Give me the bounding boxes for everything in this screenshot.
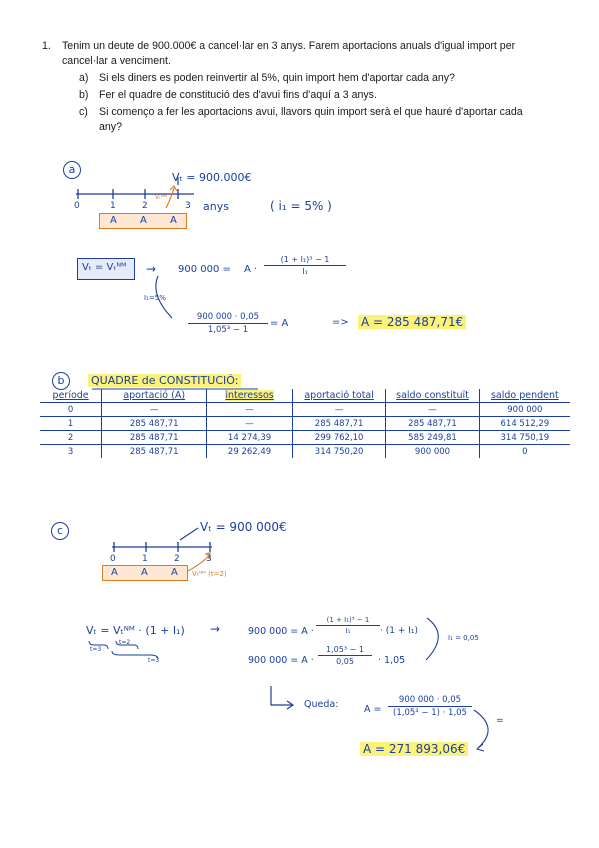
table-cell: 14 274,39 [207, 431, 293, 445]
item-c-text-line2: any? [99, 121, 122, 133]
part-a-tick-1: 1 [110, 201, 116, 211]
problem-statement-line1: Tenim un deute de 900.000€ a cancel·lar en 3 anys. Farem aportacions anuals d'igual import per [62, 40, 516, 52]
part-a-circle-label: a [63, 161, 81, 179]
part-a-fraction-2 [188, 312, 268, 335]
table-cell: 314 750,19 [479, 431, 570, 445]
table-cell: 285 487,71 [386, 417, 479, 431]
part-a-equation-A: A · [244, 264, 258, 275]
part-c-sub-t3b: t=3 [148, 657, 160, 664]
part-c-tick-1: 1 [142, 554, 148, 564]
part-a-formula-box [77, 258, 135, 280]
table-cell: 285 487,71 [102, 431, 207, 445]
table-row [40, 431, 570, 445]
item-a-text: Si els diners es poden reinvertir al 5%, quin import hem d'aportar cada any? [99, 72, 455, 84]
item-b-text: Fer el quadre de constitució des d'avui fins d'aquí a 3 anys. [99, 89, 377, 101]
part-a-equation-left: 900 000 = [178, 264, 231, 275]
part-c-payments-box [102, 565, 188, 581]
part-a-rate: ( i₁ = 5% ) [270, 199, 332, 213]
part-c-circle-label: c [51, 522, 69, 540]
table-row [40, 403, 570, 417]
table-cell: 0 [40, 403, 102, 417]
part-c-payment-1: A [111, 567, 118, 578]
part-a-years-label: anys [203, 200, 229, 213]
table-cell: — [207, 417, 293, 431]
part-c-eq1-den: I₁ [345, 627, 351, 635]
table-cell: 900 000 [479, 403, 570, 417]
part-a-tick-2: 2 [142, 201, 148, 211]
part-c-arrow: → [210, 622, 221, 636]
part-a-tick-0: 0 [74, 201, 80, 211]
part-a-equation-result: = A [270, 318, 289, 329]
part-c-final-value: Vₜ = 900 000€ [200, 520, 287, 534]
part-c-eq1-fraction [316, 616, 380, 635]
part-a-fraction-1-den: I₁ [302, 267, 308, 276]
part-c-tick-0: 0 [110, 554, 116, 564]
header-balance-built: saldo constituït [386, 389, 479, 403]
table-row [40, 417, 570, 431]
part-b-circle-label: b [52, 372, 70, 390]
part-c-eq2-num: 1,05³ − 1 [326, 645, 364, 654]
part-c-answer: A = 271 893,06€ [360, 742, 468, 756]
table-cell: 0 [479, 445, 570, 459]
part-c-eq3-tail: = [496, 716, 504, 726]
part-c-payment-3: A [171, 567, 178, 578]
part-a-final-value: Vₜ = 900.000€ [172, 171, 252, 184]
table-cell: — [386, 403, 479, 417]
part-c-tick-2: 2 [174, 554, 180, 564]
part-a-rate-note: I₁=5% [144, 294, 166, 302]
problem-number: 1. [42, 40, 51, 52]
part-a-fraction-1 [264, 255, 346, 276]
part-a-implies: => [332, 317, 349, 328]
table-cell: 299 762,10 [292, 431, 385, 445]
part-c-eq2-left: 900 000 = A · [248, 655, 314, 666]
table-header-row [40, 389, 570, 403]
part-c-eq1-tail: · (1 + I₁) [380, 626, 418, 636]
part-a-tick-3: 3 [185, 201, 191, 211]
table-cell: 585 249,81 [386, 431, 479, 445]
part-b-title: QUADRE de CONSTITUCIÓ: [88, 374, 241, 387]
header-period: període [40, 389, 102, 403]
table-row [40, 445, 570, 459]
part-a-payment-3: A [170, 215, 177, 226]
part-a-formula-text: Vₜ = Vₜᴺᴹ [82, 262, 127, 273]
table-cell: — [207, 403, 293, 417]
part-a-arrow: → [146, 262, 157, 276]
header-interest [207, 389, 293, 403]
part-c-eq1-left: 900 000 = A · [248, 626, 314, 637]
part-c-small-mark: Vₜᴺᴹ (t=2) [192, 570, 227, 578]
item-a-marker: a) [79, 72, 89, 84]
part-a-fraction-2-den: 1,05³ − 1 [207, 325, 249, 335]
item-b-marker: b) [79, 89, 89, 101]
part-c-rate-note: I₁ = 0,05 [448, 634, 479, 642]
item-c-text-line1: Si començo a fer les aportacions avui, llavors quin import serà el que hauré d'aportar cada [99, 106, 523, 118]
header-balance-pending: saldo pendent [479, 389, 570, 403]
part-c-eq1-num: (1 + I₁)³ − 1 [326, 616, 370, 624]
table-cell: 1 [40, 417, 102, 431]
part-c-sub-t2: t=2 [119, 639, 131, 646]
part-c-eq2-fraction [318, 645, 372, 666]
part-c-formula: Vₜ = Vₜᴺᴹ · (1 + I₁) [86, 624, 185, 637]
table-cell: 285 487,71 [102, 445, 207, 459]
part-c-queda: Queda: [304, 699, 339, 710]
header-total-contribution: aportació total [292, 389, 385, 403]
header-contribution: aportació (A) [102, 389, 207, 403]
table-cell: 614 512,29 [479, 417, 570, 431]
part-a-payments-box [99, 213, 187, 229]
table-cell: 285 487,71 [292, 417, 385, 431]
item-c-marker: c) [79, 106, 88, 118]
table-cell: 285 487,71 [102, 417, 207, 431]
part-c-eq2-den: 0,05 [336, 657, 354, 666]
part-c-payment-2: A [141, 567, 148, 578]
table-cell: 900 000 [386, 445, 479, 459]
constitution-table [40, 389, 570, 458]
table-cell: — [102, 403, 207, 417]
part-c-eq3-den: (1,05³ − 1) · 1,05 [393, 708, 467, 718]
part-c-eq2-tail: · 1,05 [378, 655, 406, 666]
header-interest-text: interessos [225, 390, 274, 401]
part-c-tick-3: 3 [206, 554, 212, 564]
part-a-answer: A = 285 487,71€ [358, 315, 466, 329]
part-c-eq3-left: A = [364, 704, 382, 715]
table-cell: 29 262,49 [207, 445, 293, 459]
table-cell: 2 [40, 431, 102, 445]
part-a-small-mark: Vₜᴺᴹ [155, 194, 167, 201]
part-a-payment-2: A [140, 215, 147, 226]
part-a-fraction-1-num: (1 + I₁)³ − 1 [280, 255, 330, 264]
table-cell: — [292, 403, 385, 417]
table-cell: 314 750,20 [292, 445, 385, 459]
problem-statement-line2: cancel·lar a venciment. [62, 55, 171, 67]
part-c-eq3-num: 900 000 · 0,05 [398, 695, 462, 705]
part-c-eq3-fraction [388, 695, 472, 718]
part-a-fraction-2-num: 900 000 · 0,05 [196, 312, 260, 322]
part-a-payment-1: A [110, 215, 117, 226]
table-cell: 3 [67, 446, 74, 457]
part-c-sub-t3: t=3 [90, 646, 102, 653]
